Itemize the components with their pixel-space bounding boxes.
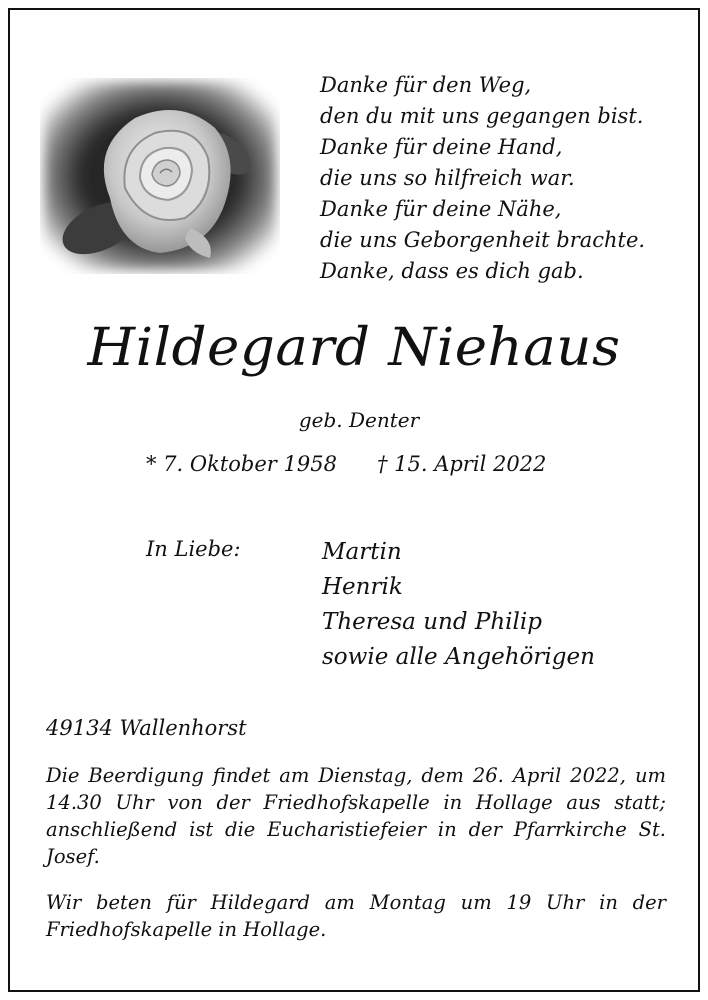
mourners-list xyxy=(322,535,595,675)
poem-line: die uns so hilfreich war. xyxy=(320,166,575,190)
life-dates xyxy=(146,452,546,476)
birth-date: * 7. Oktober 1958 xyxy=(146,452,337,476)
funeral-notice: Die Beerdigung findet am Dienstag, dem 26. April 2022, um 14.30 Uhr von der Friedhofskapelle in Hollage aus statt; anschließend ist die Eucharistiefeier in der Pfarrkirche St. Josef. xyxy=(46,764,666,868)
poem-line: den du mit uns gegangen bist. xyxy=(320,104,644,128)
mourner-name: Martin xyxy=(322,539,402,565)
rose-photo-icon xyxy=(40,78,280,274)
poem-line: Danke für deine Hand, xyxy=(320,135,563,159)
mourner-name: Theresa und Philip xyxy=(322,609,542,635)
mourners-label: In Liebe: xyxy=(146,537,241,561)
poem-line: die uns Geborgenheit brachte. xyxy=(320,228,646,252)
mourner-name: sowie alle Angehörigen xyxy=(322,644,595,670)
deceased-name: Hildegard Niehaus xyxy=(87,318,621,378)
prayer-notice: Wir beten für Hildegard am Montag um 19 Uhr in der Friedhofskapelle in Hollage. xyxy=(46,891,666,941)
death-date: † 15. April 2022 xyxy=(376,452,547,476)
poem xyxy=(320,70,690,287)
born-name: geb. Denter xyxy=(298,408,420,432)
poem-line: Danke für den Weg, xyxy=(320,73,532,97)
poem-line: Danke, dass es dich gab. xyxy=(320,259,584,283)
mourner-name: Henrik xyxy=(322,574,403,600)
poem-line: Danke für deine Nähe, xyxy=(320,197,562,221)
place: 49134 Wallenhorst xyxy=(46,716,247,740)
